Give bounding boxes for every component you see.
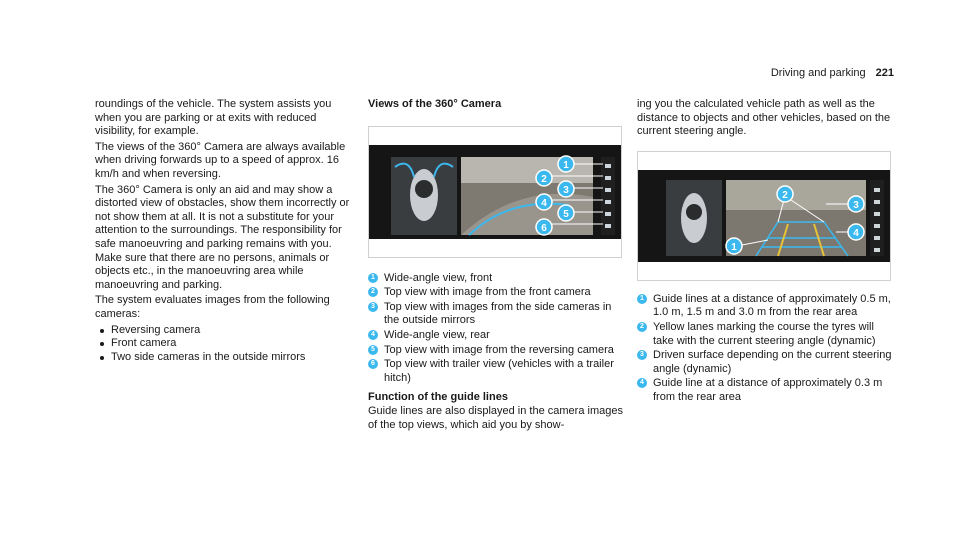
legend-number: 5 — [368, 345, 378, 355]
paragraph: roundings of the vehicle. The system assists you when you are parking or at exits with reduced visibility, for example. — [95, 98, 332, 138]
paragraph: The system evaluates images from the following cameras: — [95, 294, 330, 320]
legend-text: Top view with images from the side cameras in the outside mirrors — [384, 300, 612, 327]
column-1 — [95, 98, 350, 364]
legend-text: Guide line at a distance of approximately 0.3 m from the rear area — [653, 377, 883, 403]
legend-number: 2 — [368, 287, 378, 297]
page-header — [771, 67, 894, 79]
camera-views-image — [369, 127, 621, 257]
legend-item — [637, 293, 892, 320]
legend-number: 6 — [368, 359, 378, 369]
callout-number: 4 — [853, 227, 859, 239]
views-legend — [368, 272, 623, 386]
legend-text: Wide-angle view, rear — [384, 328, 490, 341]
legend-number: 1 — [368, 273, 378, 283]
legend-number: 1 — [637, 294, 647, 304]
legend-item — [368, 344, 623, 358]
legend-text: Yellow lanes marking the course the tyres will take with the current steering angle (dynamic) — [653, 320, 876, 347]
legend-number: 4 — [637, 378, 647, 388]
legend-item — [368, 272, 623, 286]
section-heading: Views of the 360° Camera — [368, 98, 502, 110]
legend-item — [368, 286, 623, 300]
callout-number: 2 — [782, 189, 788, 201]
guide-lines-figure — [637, 151, 891, 281]
paragraph: ing you the calculated vehicle path as well as the distance to objects and other vehicles, based on the current steering angle. — [637, 98, 891, 138]
legend-item — [368, 358, 623, 385]
guide-lines-legend — [637, 293, 892, 405]
guide-lines-image — [638, 152, 890, 280]
callout-number: 3 — [853, 199, 859, 211]
legend-item — [368, 301, 623, 328]
list-item: Front camera — [95, 337, 350, 351]
paragraph: The views of the 360° Camera are always available when driving forwards up to a speed of approx. 16 km/h and when reversing. — [95, 140, 346, 180]
column-3 — [637, 98, 892, 406]
legend-item — [637, 349, 892, 376]
legend-number: 3 — [368, 302, 378, 312]
callout-number: 3 — [563, 184, 569, 196]
subsection-heading: Function of the guide lines — [368, 391, 508, 404]
list-item: Two side cameras in the outside mirrors — [95, 351, 350, 365]
legend-text: Wide-angle view, front — [384, 271, 493, 284]
callout-number: 1 — [731, 241, 737, 253]
legend-item — [637, 377, 892, 404]
page-number: 221 — [875, 67, 894, 79]
column-2 — [368, 98, 623, 434]
legend-number: 4 — [368, 330, 378, 340]
legend-number: 2 — [637, 322, 647, 332]
legend-item — [368, 329, 623, 343]
callout-number: 1 — [563, 159, 569, 171]
callout-number: 5 — [563, 208, 569, 220]
paragraph: The 360° Camera is only an aid and may show a distorted view of obstacles, show them incorrectly or not show them at all. It is not a substitute for your attention to the surroundings. The responsibility for safe manoeuvring and parking remains with you. Make sure that there are no persons, animals or objects etc., in the manoeuvring area while manoeuvring and parking. — [95, 183, 350, 291]
legend-number: 3 — [637, 350, 647, 360]
legend-text: Driven surface depending on the current steering angle (dynamic) — [653, 349, 892, 375]
callout-number: 2 — [541, 173, 547, 185]
paragraph: Guide lines are also displayed in the camera images of the top views, which aid you by show- — [368, 404, 623, 431]
callout-number: 4 — [541, 197, 547, 209]
legend-text: Top view with image from the reversing camera — [384, 343, 614, 356]
camera-views-figure — [368, 126, 622, 258]
camera-list — [95, 324, 350, 365]
legend-text: Top view with trailer view (vehicles with a trailer hitch) — [384, 358, 614, 384]
legend-item — [637, 321, 892, 348]
section-title: Driving and parking — [770, 67, 866, 79]
callout-number: 6 — [541, 222, 547, 234]
list-item: Reversing camera — [95, 324, 350, 338]
legend-text: Guide lines at a distance of approximately 0.5 m, 1.0 m, 1.5 m and 3.0 m from the rear area — [653, 292, 891, 319]
legend-text: Top view with image from the front camera — [384, 286, 591, 299]
